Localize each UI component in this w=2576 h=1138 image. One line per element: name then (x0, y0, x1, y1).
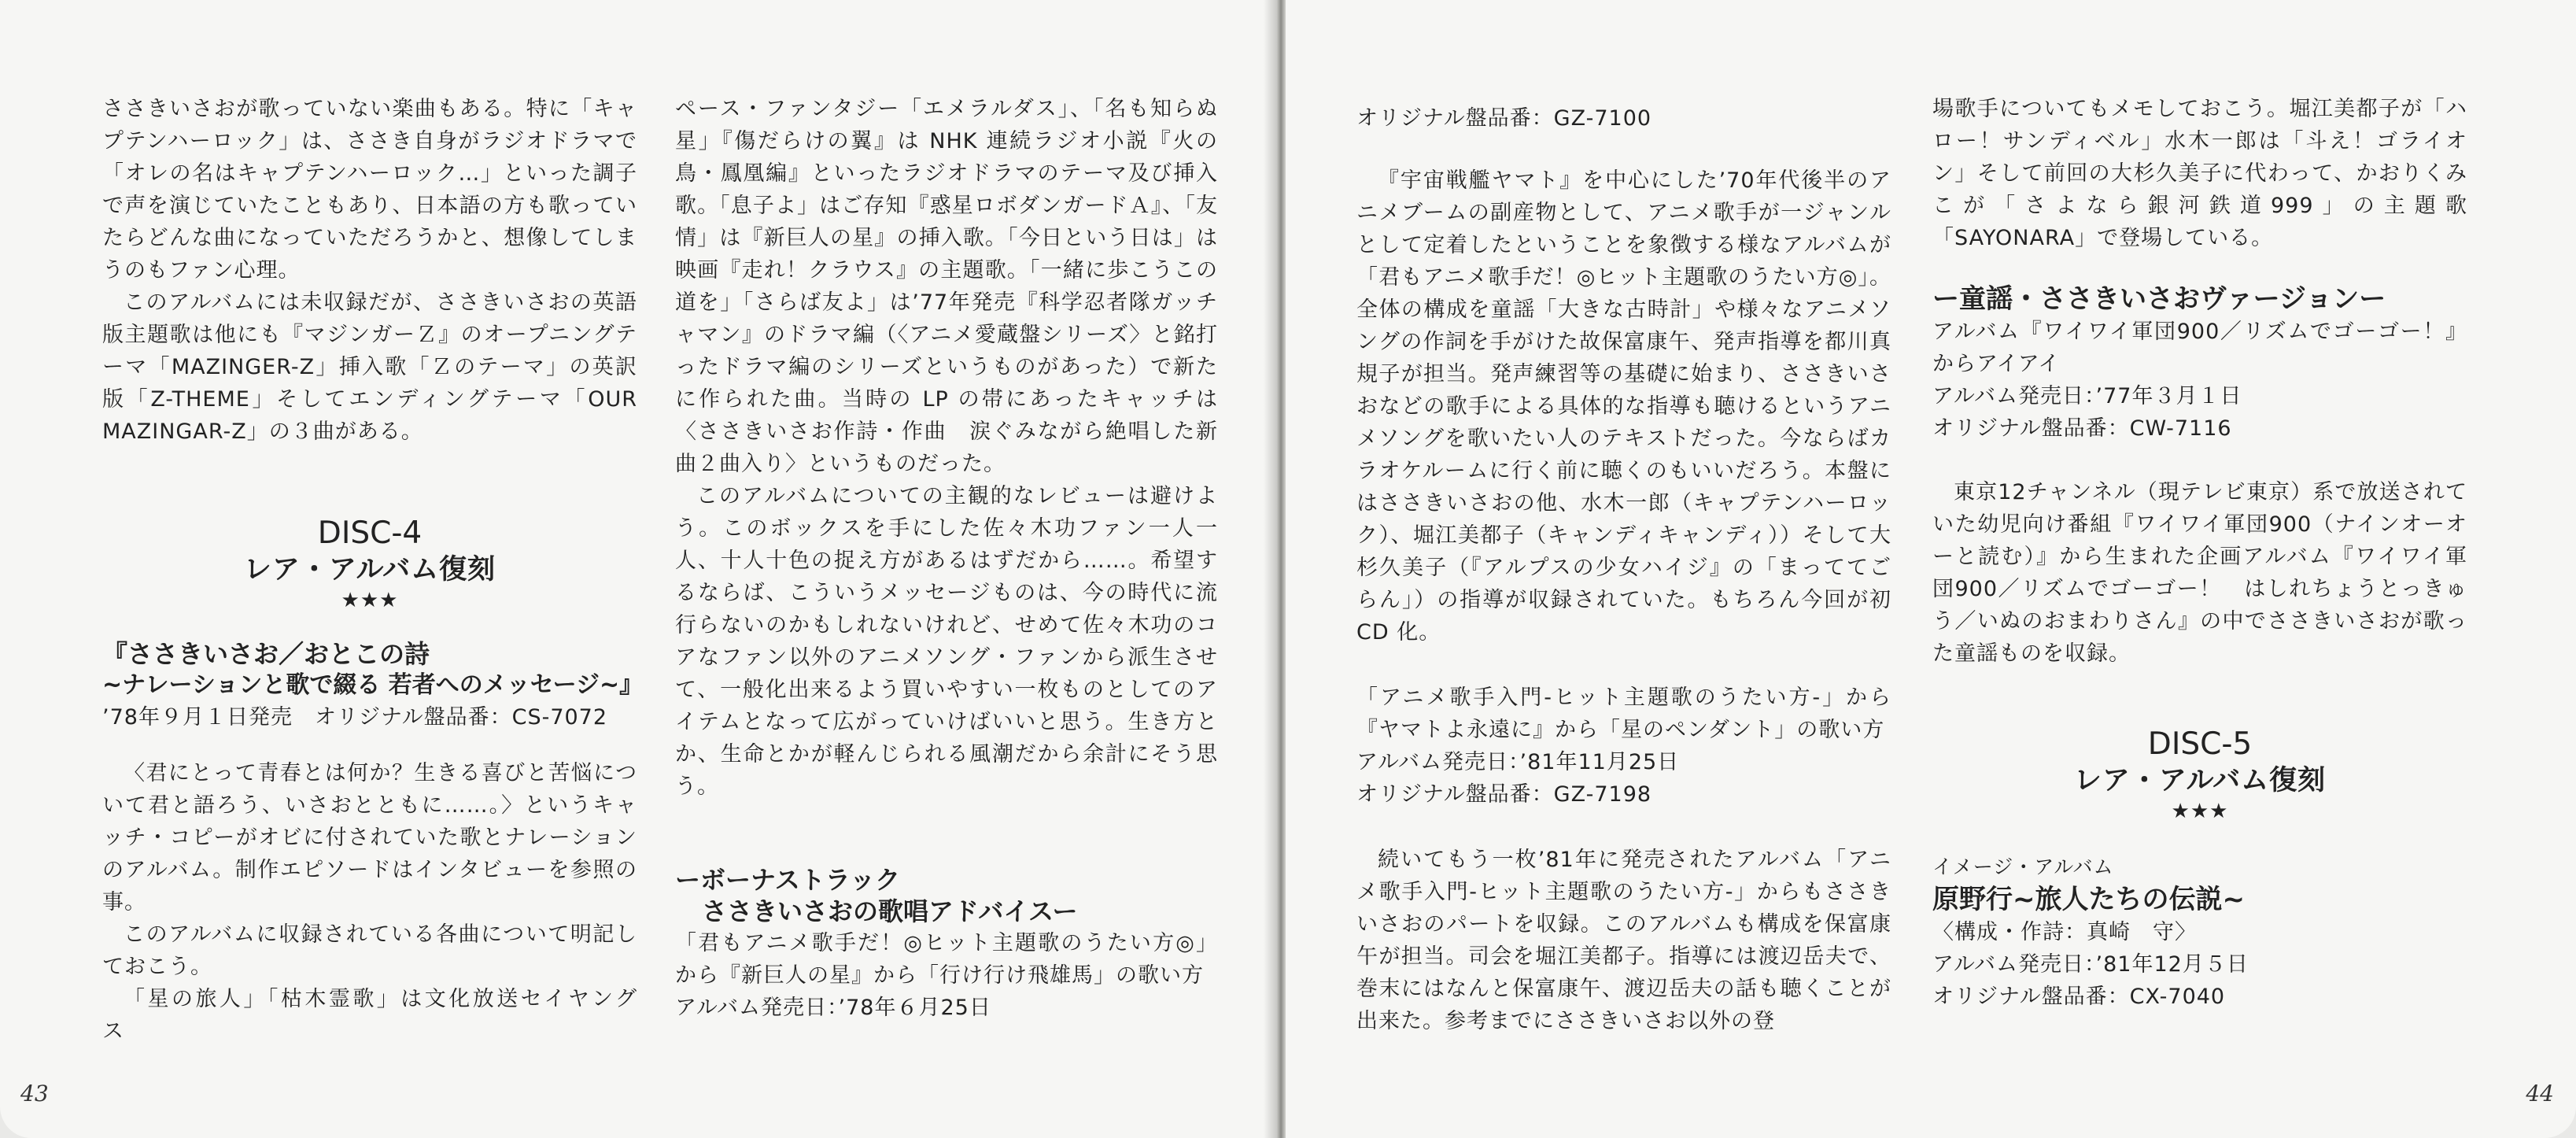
album-label: イメージ・アルバム (1932, 855, 2114, 878)
disc-4-header (102, 515, 637, 613)
paragraph: 「星の旅人」「枯木霊歌」は文化放送セイヤング ス (102, 987, 659, 1044)
catalog-number: オリジナル盤品番：CX-7040 (1932, 985, 2226, 1009)
paragraph: ささきいさおが歌っていない楽曲もある。特に「キャプテンハーロック」は、ささき自身がラジオドラマで「オレの名はキャプテンハーロック…」といった調子で声を演じていたこともあり、日本語の方も歌っていたらどんな曲になっていただろうかと、想像してしまうのもファン心理。 (102, 97, 637, 283)
left-column-1 (102, 93, 659, 1047)
paragraph: 「アニメ歌手入門-ヒット主題歌のうたい方-」から『ヤマトよ永遠に』から「星のペンダント」の歌い方 (1356, 685, 1891, 742)
disc-subtitle: レア・アルバム復刻 (2073, 765, 2327, 796)
left-page (0, 0, 1273, 1138)
release-date: アルバム発売日：’81年11月25日 (1356, 750, 1680, 774)
left-column-2 (675, 93, 1218, 1024)
page-number: 43 (20, 1081, 49, 1107)
right-page (1286, 0, 2576, 1138)
paragraph: このアルバムについての主観的なレビューは避けよう。このボックスを手にした佐々木功ファン一人一人、十人十色の捉え方があるはずだから……。希望するならば、こういうメッセージものは、今の時代に流行らないのかもしれないけれど、せめて佐々木功のコアなファン以外のアニメソング・ファンから派生させて、一般化出来るよう買いやすい一枚ものとしてのアイテムとなって広がっていけばいいと思う。生き方とか、生命とかが軽んじられる風潮だから余計にそう思う。 (675, 484, 1218, 799)
paragraph: ペース・ファンタジー「エメラルダス」、「名も知らぬ星」『傷だらけの翼』は NHK 連続ラジオ小説『火の鳥・鳳凰編』といったラジオドラマのテーマ及び挿入歌。「息子よ」はご存知『惑星ロボダンガードＡ』、「友情」は『新巨人の星』の挿入歌。「今日という日は」は映画『走れ！クラウス』の主題歌。「一緒に歩こうこの道を」「さらば友よ」は’77年発売『科学忍者隊ガッチャマン』のドラマ編（〈アニメ愛蔵盤シリーズ〉と銘打ったドラマ編のシリーズというものがあった）で新たに作られた曲。当時の LP の帯にあったキャッチは〈ささきいさお作詩・作曲 涙ぐみながら絶唱した新曲２曲入り〉というものだった。 (675, 97, 1218, 476)
right-column-1 (1356, 102, 1891, 1037)
catalog-number: オリジナル盤品番：GZ-7198 (1356, 782, 1652, 807)
album-line: アルバム『ワイワイ軍団900／リズムでゴーゴー！』からアイアイ (1932, 320, 2467, 376)
paragraph: 〈君にとって青春とは何か？生きる喜びと苦悩について君と語ろう、いさおとともに……。〉というキャッチ・コピーがオビに付されていた歌とナレーションのアルバム。制作エピソードはインタビューを参照の事。 (102, 761, 637, 914)
page-number: 44 (2526, 1081, 2554, 1107)
doyo-heading: ー童謡・ささきいさおヴァージョンー (1932, 283, 2386, 315)
album-title: 『ささきいさお／おとこの詩 (102, 639, 430, 669)
paragraph: 続いてもう一枚’81年に発売されたアルバム「アニメ歌手入門-ヒット主題歌のうたい方-」からもささきいさおのパートを収録。このアルバムも構成を保富康午が担当。司会を堀江美都子。指導には渡辺岳夫で、巻末にはなんと保富康午、渡辺岳夫の話も聴くことが出来た。参考までにささきいさお以外の登 (1356, 848, 1891, 1033)
paragraph: このアルバムには未収録だが、ささきいさおの英語版主題歌は他にも『マジンガーＺ』のオープニングテーマ「MAZINGER-Z」挿入歌「Ｚのテーマ」の英訳版「Z-THEME」そしてエンディングテーマ「OUR MAZINGAR-Z」の３曲がある。 (102, 290, 637, 444)
catalog-number: オリジナル盤品番：CW-7116 (1932, 416, 2232, 441)
right-column-2 (1932, 93, 2467, 1013)
rating-stars: ★★★ (341, 589, 399, 612)
credits: 〈構成・作詩：真崎 守〉 (1932, 920, 2197, 944)
bonus-track-subheading: ささきいさおの歌唱アドバイスー (702, 896, 1078, 926)
bonus-track-heading: ーボーナストラック (675, 865, 901, 895)
disc-number: DISC-5 (2147, 726, 2253, 762)
release-date: アルバム発売日：’77年３月１日 (1932, 384, 2242, 408)
release-info: ’78年９月１日発売 オリジナル盤品番：CS-7072 (102, 705, 608, 730)
paragraph: 場歌手についてもメモしておこう。堀江美都子が「ハロー！サンディベル」水木一郎は「斗え！ゴライオン」そして前回の大杉久美子に代わって、かおりくみこが「さよなら銀河鉄道999」の主題歌「SAYONARA」で登場している。 (1932, 97, 2467, 250)
disc-subtitle: レア・アルバム復刻 (243, 554, 496, 586)
paragraph: 東京12チャンネル（現テレビ東京）系で放送されていた幼児向け番組『ワイワイ軍団900（ナインオーオーと読む）』から生まれた企画アルバム『ワイワイ軍団900／リズムでゴーゴー！ はしれちょうとっきゅう／いぬのおまわりさん』の中でささきいさおが歌った童謡ものを収録。 (1932, 480, 2467, 666)
release-date: アルバム発売日：’78年６月25日 (675, 996, 991, 1020)
paragraph: このアルバムに収録されている各曲について明記しておこう。 (102, 922, 637, 979)
disc-5-header (1932, 726, 2467, 824)
paragraph: 「君もアニメ歌手だ！◎ヒット主題歌のうたい方◎」から『新巨人の星』から「行け行け飛雄馬」の歌い方 (675, 931, 1218, 988)
album-title: 原野行~旅人たちの伝説~ (1932, 884, 2245, 915)
album-title-subtitle: ~ナレーションと歌で綴る 若者へのメッセージ~』 (102, 671, 644, 699)
rating-stars: ★★★ (2171, 800, 2229, 823)
release-date: アルバム発売日：’81年12月５日 (1932, 952, 2249, 977)
disc-number: DISC-4 (317, 515, 423, 551)
catalog-number: オリジナル盤品番：GZ-7100 (1356, 106, 1652, 131)
paragraph: 『宇宙戦艦ヤマト』を中心にした’70年代後半のアニメブームの副産物として、アニメ歌手が一ジャンルとして定着したということを象徴する様なアルバムが「君もアニメ歌手だ！◎ヒット主題歌のうたい方◎」。全体の構成を童謡「大きな古時計」や様々なアニメソングの作詞を手がけた故保富康午、発声指導を都川真規子が担当。発声練習等の基礎に始まり、ささきいさおなどの歌手による具体的な指導も聴けるというアニメソングを歌いたい人のテキストだった。今ならばカラオケルームに行く前に聴くのもいいだろう。本盤にはささきいさおの他、水木一郎（キャプテンハーロック）、堀江美都子（キャンディキャンディ））そして大杉久美子（『アルプスの少女ハイジ』の「まっててごらん」）の指導が収録されていた。もちろん今回が初 CD 化。 (1356, 168, 1891, 645)
